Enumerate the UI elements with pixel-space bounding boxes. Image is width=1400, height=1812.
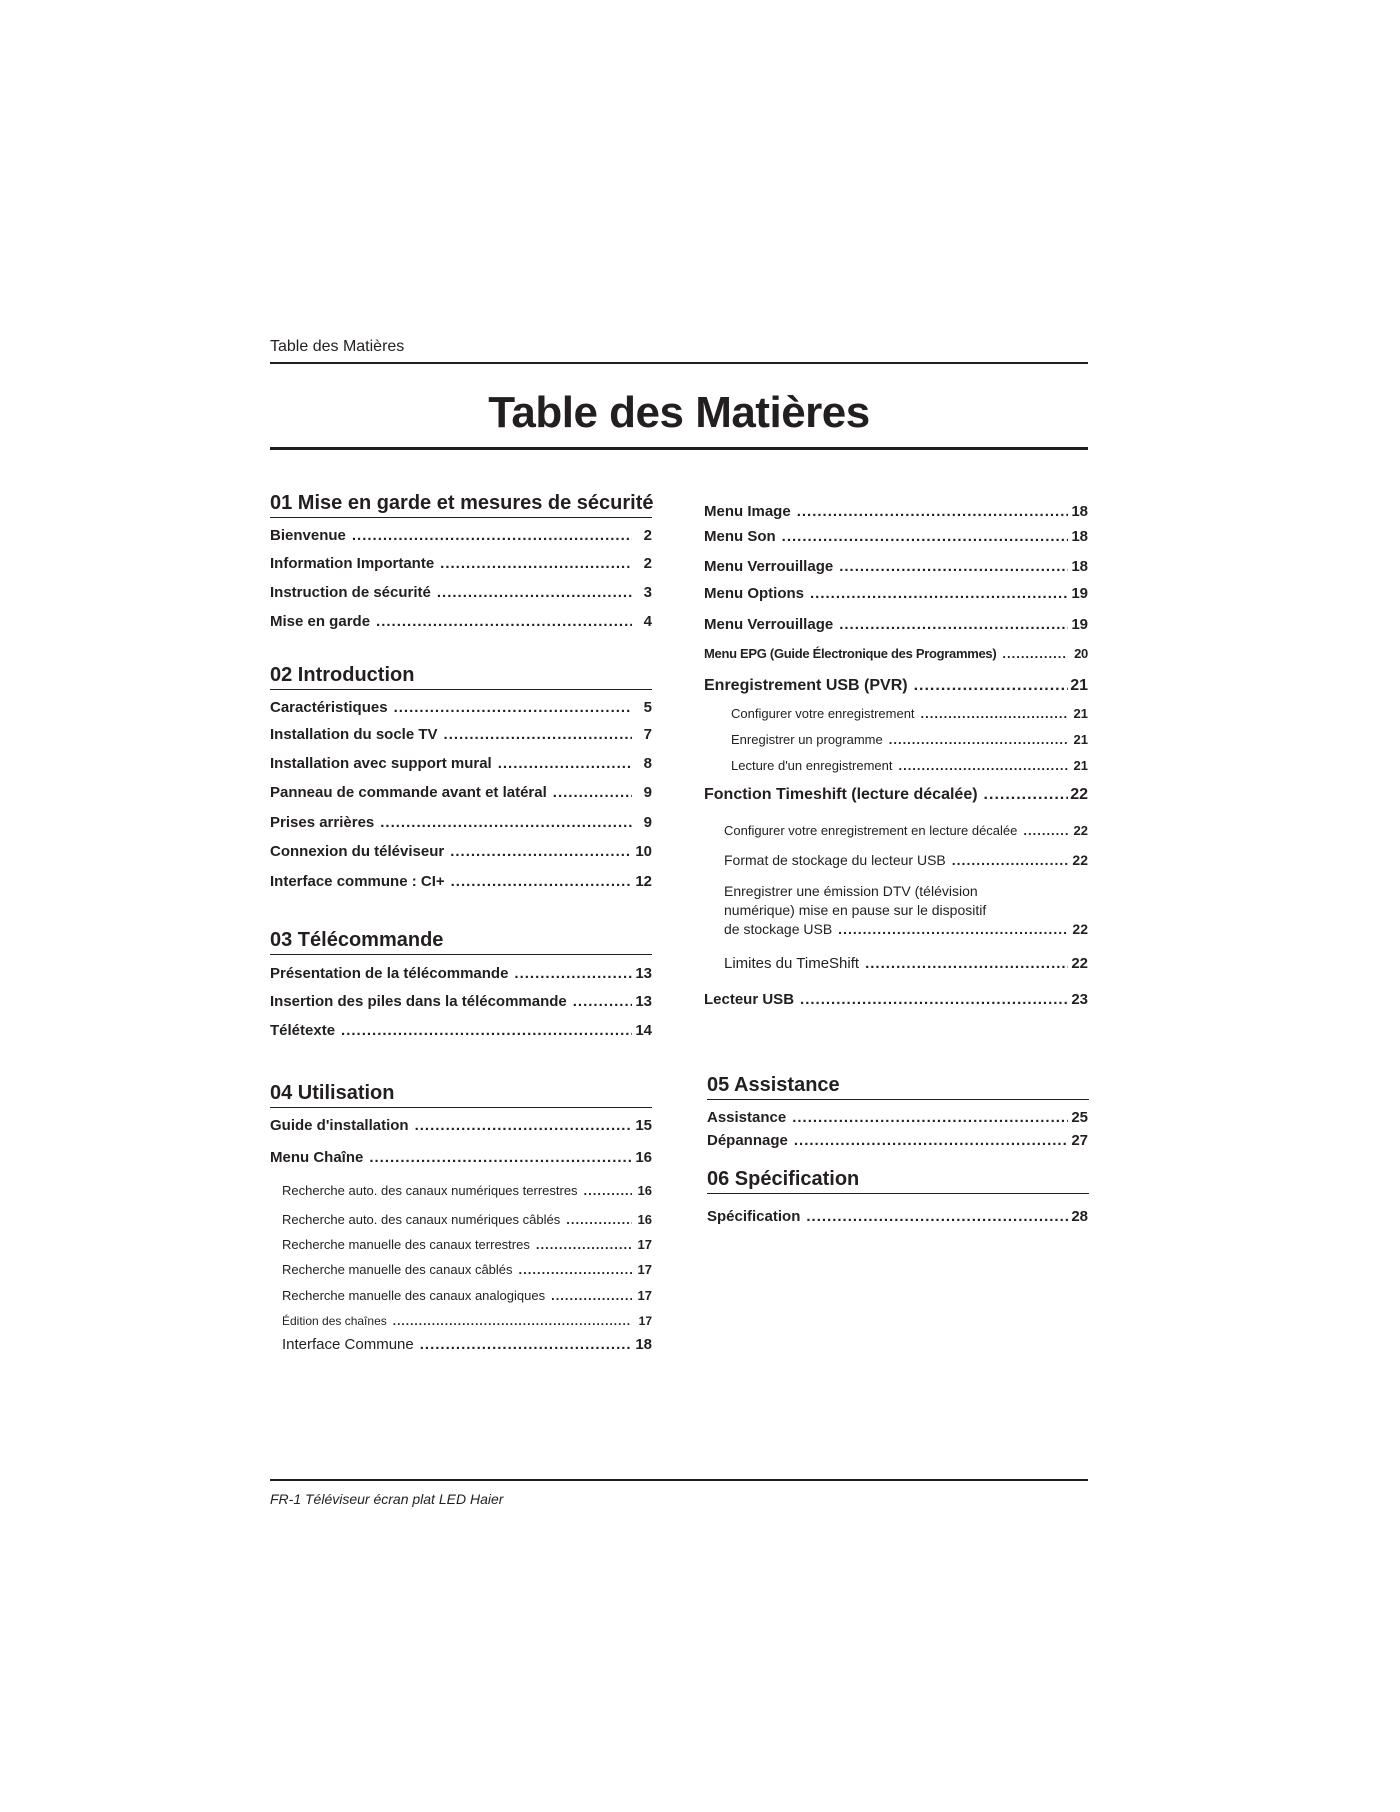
toc-entry-edition-chaines[interactable]: Édition des chaînes ..... 17 xyxy=(282,1312,652,1330)
toc-entry-information-importante[interactable]: Information Importante ..... 2 xyxy=(270,555,652,573)
toc-entry-menu-verrouillage[interactable]: Menu Verrouillage ..... 18 xyxy=(704,558,1088,576)
toc-entry-configurer-enregistrement[interactable]: Configurer votre enregistrement ..... 21 xyxy=(731,705,1088,723)
toc-entry-lecture-enregistrement[interactable]: Lecture d'un enregistrement ..... 21 xyxy=(731,757,1088,775)
toc-entry-enregistrer-emission-dtv[interactable]: Enregistrer une émission DTV (télévision numérique) mise en pause sur le dispositif de stockage USB ..... 22 xyxy=(724,882,1088,939)
running-header: Table des Matières xyxy=(270,338,405,355)
toc-entry-menu-chaine[interactable]: Menu Chaîne ..... 16 xyxy=(270,1149,652,1167)
toc-entry-assistance[interactable]: Assistance ..... 25 xyxy=(707,1109,1088,1127)
section-title: 06 Spécification xyxy=(707,1168,1089,1194)
title-rule xyxy=(270,447,1088,450)
section-02 xyxy=(270,664,652,690)
toc-entry-panneau-commande[interactable]: Panneau de commande avant et latéral ..... 9 xyxy=(270,784,652,802)
toc-entry-menu-options[interactable]: Menu Options ..... 19 xyxy=(704,585,1088,603)
toc-entry-interface-ci[interactable]: Interface commune : CI+ ..... 12 xyxy=(270,873,652,891)
toc-entry-format-stockage[interactable]: Format de stockage du lecteur USB ..... 22 xyxy=(724,851,1088,869)
section-title: 05 Assistance xyxy=(707,1074,1089,1100)
toc-entry-bienvenue[interactable]: Bienvenue ..... 2 xyxy=(270,527,652,545)
toc-entry-fonction-timeshift[interactable]: Fonction Timeshift (lecture décalée) ..... 22 xyxy=(704,786,1088,804)
section-title: 01 Mise en garde et mesures de sécurité xyxy=(270,492,652,518)
toc-entry-enregistrer-programme[interactable]: Enregistrer un programme ..... 21 xyxy=(731,731,1088,749)
footer-rule xyxy=(270,1479,1088,1481)
toc-entry-teletexte[interactable]: Télétexte ..... 14 xyxy=(270,1022,652,1040)
section-title: 03 Télécommande xyxy=(270,929,652,955)
toc-entry-enregistrement-usb[interactable]: Enregistrement USB (PVR) ..... 21 xyxy=(704,677,1088,695)
toc-entry-configurer-lecture-decalee[interactable]: Configurer votre enregistrement en lecture décalée ..... 22 xyxy=(724,822,1088,840)
toc-entry-menu-son[interactable]: Menu Son ..... 18 xyxy=(704,528,1088,546)
toc-entry-menu-verrouillage-2[interactable]: Menu Verrouillage ..... 19 xyxy=(704,616,1088,634)
toc-entry-specification[interactable]: Spécification ..... 28 xyxy=(707,1208,1088,1226)
section-title: 02 Introduction xyxy=(270,664,652,690)
section-03 xyxy=(270,929,652,955)
toc-entry-recherche-auto-cables[interactable]: Recherche auto. des canaux numériques câblés ..... 16 xyxy=(282,1211,652,1229)
toc-entry-caracteristiques[interactable]: Caractéristiques ..... 5 xyxy=(270,699,652,717)
toc-entry-lecteur-usb[interactable]: Lecteur USB ..... 23 xyxy=(704,991,1088,1009)
toc-entry-socle-tv[interactable]: Installation du socle TV ..... 7 xyxy=(270,726,652,744)
toc-entry-recherche-manuelle-cables[interactable]: Recherche manuelle des canaux câblés ..... 17 xyxy=(282,1261,652,1279)
toc-entry-menu-image[interactable]: Menu Image ..... 18 xyxy=(704,503,1088,521)
toc-entry-guide-installation[interactable]: Guide d'installation ..... 15 xyxy=(270,1117,652,1135)
header-rule xyxy=(270,362,1088,364)
section-05 xyxy=(707,1074,1089,1100)
section-06 xyxy=(707,1168,1089,1194)
page-title: Table des Matières xyxy=(488,388,870,437)
toc-entry-presentation-telecommande[interactable]: Présentation de la télécommande ..... 13 xyxy=(270,965,652,983)
section-title: 04 Utilisation xyxy=(270,1082,652,1108)
toc-entry-recherche-manuelle-analogiques[interactable]: Recherche manuelle des canaux analogiques ..... 17 xyxy=(282,1287,652,1305)
toc-entry-support-mural[interactable]: Installation avec support mural ..... 8 xyxy=(270,755,652,773)
toc-entry-piles[interactable]: Insertion des piles dans la télécommande ..... 13 xyxy=(270,993,652,1011)
toc-entry-limites-timeshift[interactable]: Limites du TimeShift ..... 22 xyxy=(724,955,1088,973)
section-04 xyxy=(270,1082,652,1108)
toc-entry-recherche-auto-terrestres[interactable]: Recherche auto. des canaux numériques terrestres ..... 16 xyxy=(282,1182,652,1200)
footer-text: FR-1 Téléviseur écran plat LED Haier xyxy=(270,1491,504,1507)
toc-entry-mise-en-garde[interactable]: Mise en garde ..... 4 xyxy=(270,613,652,631)
toc-entry-connexion[interactable]: Connexion du téléviseur ..... 10 xyxy=(270,843,652,861)
toc-entry-menu-epg[interactable]: Menu EPG (Guide Électronique des Programmes) ..... 20 xyxy=(704,645,1088,663)
section-01 xyxy=(270,492,652,518)
toc-entry-instruction-securite[interactable]: Instruction de sécurité ..... 3 xyxy=(270,584,652,602)
toc-entry-prises-arrieres[interactable]: Prises arrières ..... 9 xyxy=(270,814,652,832)
toc-entry-interface-commune[interactable]: Interface Commune ..... 18 xyxy=(282,1336,652,1354)
toc-entry-depannage[interactable]: Dépannage ..... 27 xyxy=(707,1132,1088,1150)
toc-entry-recherche-manuelle-terrestres[interactable]: Recherche manuelle des canaux terrestres ..... 17 xyxy=(282,1236,652,1254)
